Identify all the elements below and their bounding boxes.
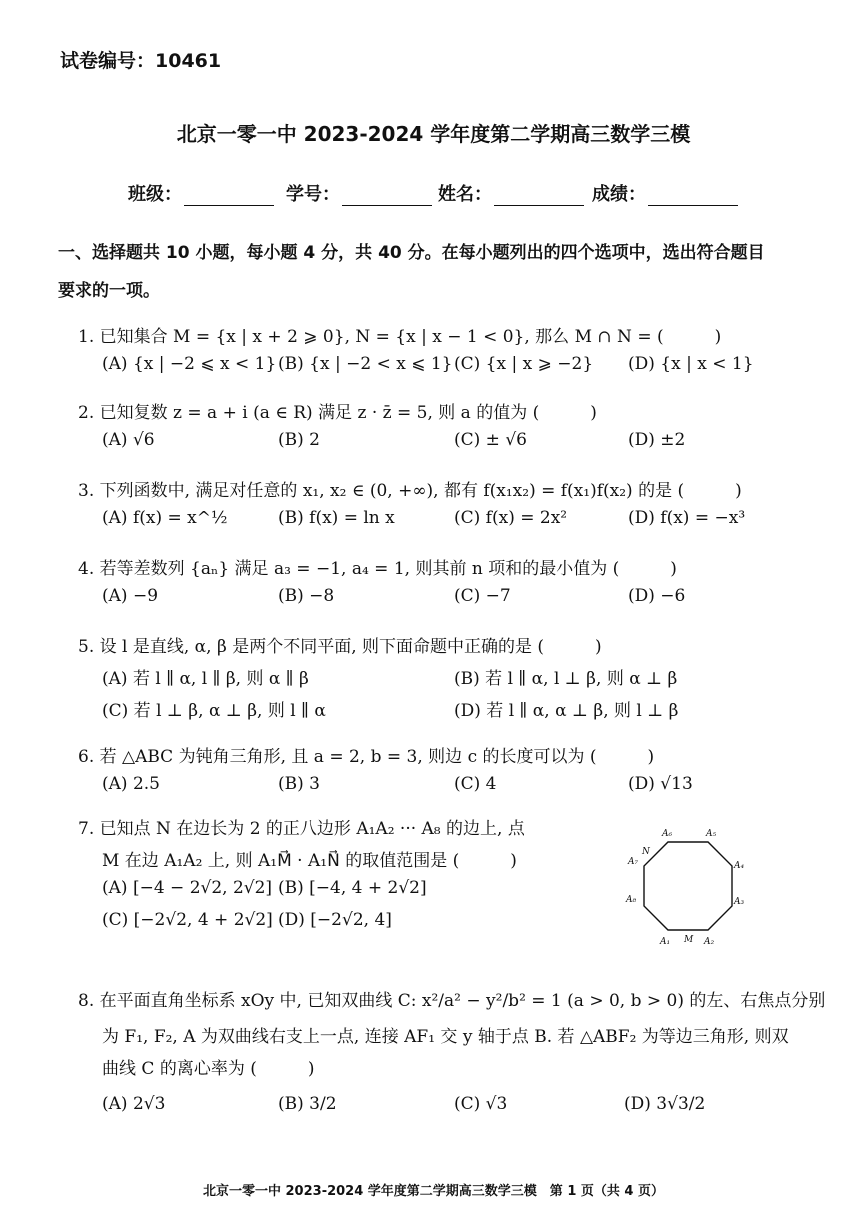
question-2-stem: 2. 已知复数 z = a + i (a ∈ R) 满足 z · z̄ = 5, 则 a 的值为 ( ) <box>78 403 597 423</box>
label-a7: A₇ <box>628 857 639 867</box>
octagon-figure <box>620 820 750 950</box>
q1-option-b: (B) {x | −2 < x ⩽ 1} <box>278 354 453 374</box>
q7-option-b: (B) [−4, 4 + 2√2] <box>278 878 427 898</box>
label-m: M <box>684 935 694 945</box>
q3-option-b: (B) f(x) = ln x <box>278 508 395 528</box>
label-a5: A₅ <box>706 829 717 839</box>
q7-option-a: (A) [−4 − 2√2, 2√2] <box>102 878 273 898</box>
question-8-stem-line3: 曲线 C 的离心率为 ( ) <box>102 1059 315 1079</box>
label-a3: A₃ <box>734 897 745 907</box>
class-field: 班级： <box>128 180 274 206</box>
octagon-shape <box>644 842 732 930</box>
student-id-field: 学号： <box>286 180 432 206</box>
q1-option-d: (D) {x | x < 1} <box>628 354 754 374</box>
question-3-stem: 3. 下列函数中, 满足对任意的 x₁, x₂ ∈ (0, +∞), 都有 f(x₁x₂) = f(x₁)f(x₂) 的是 ( ) <box>78 481 742 501</box>
q8-option-a: (A) 2√3 <box>102 1094 166 1114</box>
q6-option-b: (B) 3 <box>278 774 320 794</box>
q6-option-c: (C) 4 <box>454 774 497 794</box>
section-heading-line2: 要求的一项。 <box>58 281 160 301</box>
page-footer: 北京一零一中 2023-2024 学年度第二学期高三数学三模 第 1 页（共 4 页） <box>202 1184 664 1199</box>
label-a8: A₈ <box>626 895 637 905</box>
q7-option-d: (D) [−2√2, 4] <box>278 910 392 930</box>
q2-option-c: (C) ± √6 <box>454 430 527 450</box>
q4-option-b: (B) −8 <box>278 586 335 606</box>
q3-option-a: (A) f(x) = x^½ <box>102 508 228 528</box>
q3-option-c: (C) f(x) = 2x² <box>454 508 568 528</box>
q1-option-a: (A) {x | −2 ⩽ x < 1} <box>102 354 277 374</box>
q8-option-b: (B) 3/2 <box>278 1094 337 1114</box>
q5-option-c: (C) 若 l ⊥ β, α ⊥ β, 则 l ∥ α <box>102 701 326 721</box>
question-6-stem: 6. 若 △ABC 为钝角三角形, 且 a = 2, b = 3, 则边 c 的长度可以为 ( ) <box>78 747 655 767</box>
q1-option-c: (C) {x | x ⩾ −2} <box>454 354 594 374</box>
q4-option-a: (A) −9 <box>102 586 159 606</box>
score-field: 成绩： <box>592 180 738 206</box>
question-1-stem: 1. 已知集合 M = {x | x + 2 ⩾ 0}, N = {x | x − 1 < 0}, 那么 M ∩ N = ( ) <box>78 327 722 347</box>
q8-option-d: (D) 3√3/2 <box>624 1094 706 1114</box>
question-4-stem: 4. 若等差数列 {aₙ} 满足 a₃ = −1, a₄ = 1, 则其前 n 项和的最小值为 ( ) <box>78 559 677 579</box>
label-a6: A₆ <box>662 829 673 839</box>
section-heading-line1: 一、选择题共 10 小题，每小题 4 分，共 40 分。在每小题列出的四个选项中，选出符合题目 <box>58 243 765 263</box>
q5-option-a: (A) 若 l ∥ α, l ∥ β, 则 α ∥ β <box>102 669 309 689</box>
question-7-stem-line2: M 在边 A₁A₂ 上, 则 A₁M⃗ · A₁N⃗ 的取值范围是 ( ) <box>102 851 517 871</box>
q2-option-d: (D) ±2 <box>628 430 686 450</box>
q7-option-c: (C) [−2√2, 4 + 2√2] <box>102 910 273 930</box>
q8-option-c: (C) √3 <box>454 1094 508 1114</box>
label-n: N <box>642 847 650 857</box>
label-a1: A₁ <box>660 937 671 947</box>
label-a2: A₂ <box>704 937 715 947</box>
q3-option-d: (D) f(x) = −x³ <box>628 508 746 528</box>
q6-option-a: (A) 2.5 <box>102 774 160 794</box>
question-7-stem-line1: 7. 已知点 N 在边长为 2 的正八边形 A₁A₂ ··· A₈ 的边上, 点 <box>78 819 525 839</box>
question-8-stem-line1: 8. 在平面直角坐标系 xOy 中, 已知双曲线 C: x²/a² − y²/b² = 1 (a > 0, b > 0) 的左、右焦点分别 <box>78 991 826 1011</box>
name-field: 姓名： <box>438 180 584 206</box>
question-8-stem-line2: 为 F₁, F₂, A 为双曲线右支上一点, 连接 AF₁ 交 y 轴于点 B. 若 △ABF₂ 为等边三角形, 则双 <box>102 1027 789 1047</box>
label-a4: A₄ <box>734 861 745 871</box>
question-5-stem: 5. 设 l 是直线, α, β 是两个不同平面, 则下面命题中正确的是 ( ) <box>78 637 602 657</box>
q5-option-b: (B) 若 l ∥ α, l ⊥ β, 则 α ⊥ β <box>454 669 678 689</box>
q2-option-b: (B) 2 <box>278 430 320 450</box>
exam-title: 北京一零一中 2023-2024 学年度第二学期高三数学三模 <box>176 122 691 146</box>
q5-option-d: (D) 若 l ∥ α, α ⊥ β, 则 l ⊥ β <box>454 701 679 721</box>
q2-option-a: (A) √6 <box>102 430 155 450</box>
q4-option-d: (D) −6 <box>628 586 686 606</box>
exam-id: 试卷编号：10461 <box>60 50 222 72</box>
q4-option-c: (C) −7 <box>454 586 511 606</box>
q6-option-d: (D) √13 <box>628 774 693 794</box>
